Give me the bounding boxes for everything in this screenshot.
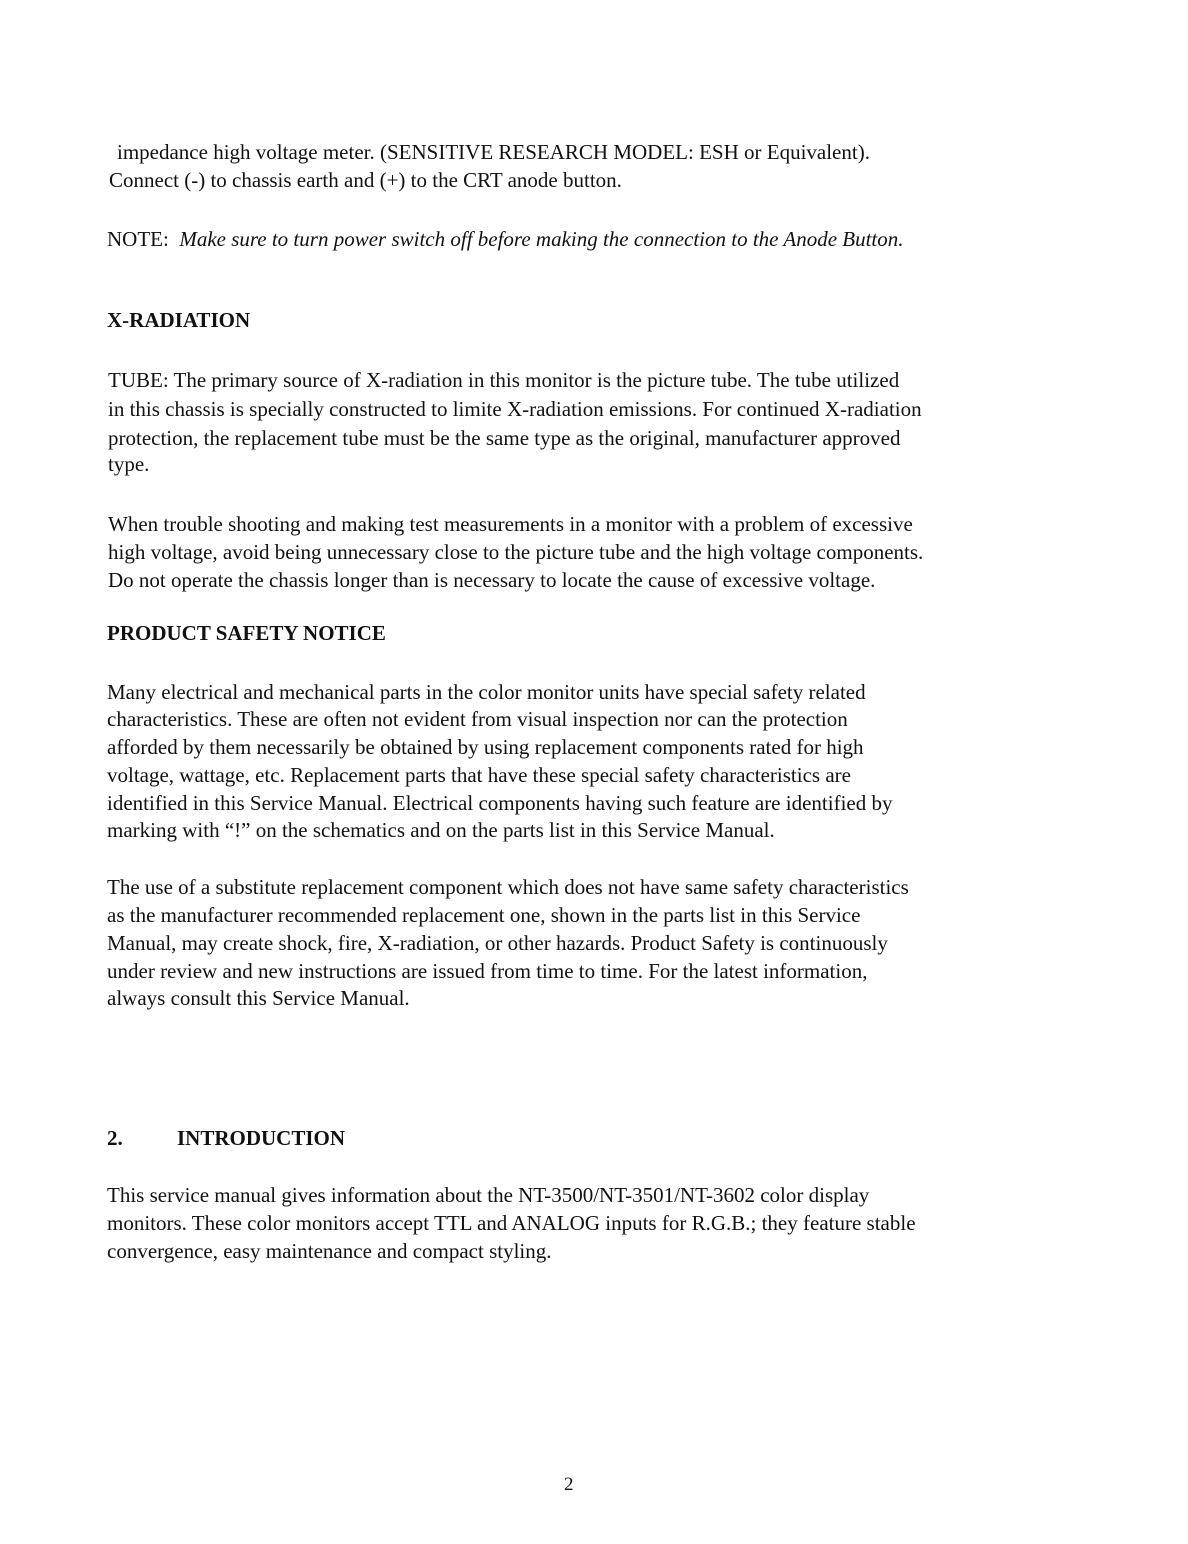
intro-line-2: Connect (-) to chassis earth and (+) to the CRT anode button. <box>109 168 622 192</box>
note-label: NOTE: <box>107 227 169 251</box>
introduction-para-line: monitors. These color monitors accept TTL and ANALOG inputs for R.G.B.; they feature stable <box>107 1211 916 1235</box>
product-safety-para2-line: always consult this Service Manual. <box>107 986 410 1010</box>
intro-line-1: impedance high voltage meter. (SENSITIVE RESEARCH MODEL: ESH or Equivalent). <box>117 140 870 164</box>
product-safety-para1-line: characteristics. These are often not evident from visual inspection nor can the protection <box>107 707 848 731</box>
x-radiation-para1-line: type. <box>108 452 150 476</box>
product-safety-para1-line: Many electrical and mechanical parts in the color monitor units have special safety related <box>107 680 866 704</box>
product-safety-para2-line: The use of a substitute replacement component which does not have same safety characteristics <box>107 875 909 899</box>
product-safety-para1-line: afforded by them necessarily be obtained by using replacement components rated for high <box>107 735 864 759</box>
product-safety-para1-line: voltage, wattage, etc. Replacement parts that have these special safety characteristics are <box>107 763 851 787</box>
x-radiation-para1-line: protection, the replacement tube must be the same type as the original, manufacturer approved <box>108 426 901 450</box>
note-text: Make sure to turn power switch off before making the connection to the Anode Button. <box>179 227 904 251</box>
product-safety-para1-line: identified in this Service Manual. Electrical components having such feature are identified by <box>107 791 893 815</box>
note <box>107 225 904 253</box>
product-safety-para1-line: marking with “!” on the schematics and on the parts list in this Service Manual. <box>107 818 775 842</box>
product-safety-para2-line: under review and new instructions are issued from time to time. For the latest information, <box>107 959 868 983</box>
introduction-para-line: This service manual gives information about the NT-3500/NT-3501/NT-3602 color display <box>107 1183 870 1207</box>
x-radiation-para2-line: When trouble shooting and making test measurements in a monitor with a problem of excessive <box>108 512 913 536</box>
product-safety-heading: PRODUCT SAFETY NOTICE <box>107 621 386 645</box>
x-radiation-para1-line: TUBE: The primary source of X-radiation in this monitor is the picture tube. The tube utilized <box>108 368 900 392</box>
introduction-heading: INTRODUCTION <box>177 1126 346 1150</box>
x-radiation-para2-line: Do not operate the chassis longer than is necessary to locate the cause of excessive voltage. <box>108 568 876 592</box>
x-radiation-heading: X-RADIATION <box>107 308 251 332</box>
product-safety-para2-line: Manual, may create shock, fire, X-radiation, or other hazards. Product Safety is continuously <box>107 931 888 955</box>
x-radiation-para1-line: in this chassis is specially constructed to limite X-radiation emissions. For continued X-radiation <box>108 397 922 421</box>
page-number: 2 <box>564 1474 574 1495</box>
introduction-number: 2. <box>107 1126 123 1150</box>
product-safety-para2-line: as the manufacturer recommended replacement one, shown in the parts list in this Service <box>107 903 861 927</box>
introduction-para-line: convergence, easy maintenance and compact styling. <box>107 1239 552 1263</box>
x-radiation-para2-line: high voltage, avoid being unnecessary close to the picture tube and the high voltage components. <box>108 540 924 564</box>
